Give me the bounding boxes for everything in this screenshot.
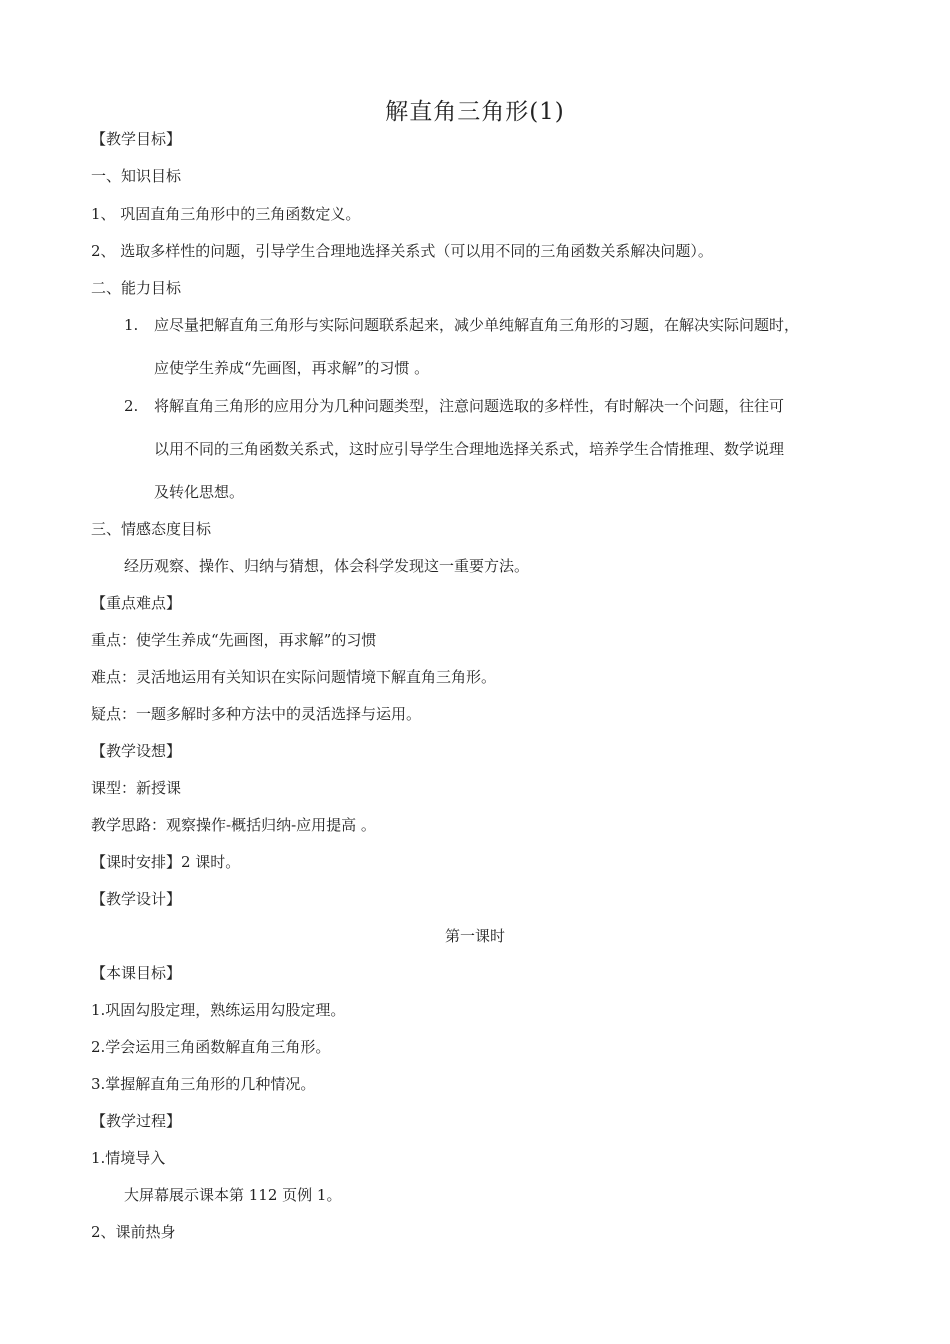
ability-goal-title: 二、能力目标 [91, 279, 182, 297]
ability-item-1-number: 1. [124, 316, 139, 334]
emotion-goal-title: 三、情感态度目标 [91, 520, 212, 538]
document-title: 解直角三角形(1) [385, 99, 565, 125]
heading-teaching-goals: 【教学目标】 [91, 130, 182, 148]
difficult-point: 难点：灵活地运用有关知识在实际问题情境下解直角三角形。 [91, 668, 497, 686]
heading-teaching-ideas: 【教学设想】 [91, 742, 182, 760]
process-step-2: 2、课前热身 [91, 1223, 176, 1241]
heading-lesson-goals: 【本课目标】 [91, 964, 182, 982]
teaching-approach: 教学思路：观察操作-概括归纳-应用提高 。 [91, 816, 376, 834]
lesson-goal-2: 2.学会运用三角函数解直角三角形。 [91, 1038, 331, 1056]
lesson-one-title: 第一课时 [444, 927, 505, 945]
process-step-1-detail: 大屏幕展示课本第 112 页例 1。 [124, 1186, 342, 1204]
key-point: 重点：使学生养成“先画图，再求解”的习惯 [91, 631, 377, 649]
lesson-type: 课型：新授课 [91, 779, 182, 797]
heading-teaching-process: 【教学过程】 [91, 1112, 182, 1130]
knowledge-goal-1: 1、 巩固直角三角形中的三角函数定义。 [91, 205, 361, 223]
lesson-goal-3: 3.掌握解直角三角形的几种情况。 [91, 1075, 316, 1093]
emotion-goal-1: 经历观察、操作、归纳与猜想，体会科学发现这一重要方法。 [124, 557, 530, 575]
ability-item-2-line-1: 将解直角三角形的应用分为几种问题类型，注意问题选取的多样性，有时解决一个问题，往往可 [154, 397, 785, 415]
doubt-point: 疑点：一题多解时多种方法中的灵活选择与运用。 [91, 705, 422, 723]
ability-item-2-line-2: 以用不同的三角函数关系式，这时应引导学生合理地选择关系式，培养学生合情推理、数学说理 [154, 440, 785, 458]
ability-item-2-number: 2. [124, 397, 139, 415]
ability-item-1-line-2: 应使学生养成“先画图，再求解”的习惯 。 [154, 359, 430, 377]
ability-item-2-line-3: 及转化思想。 [154, 483, 245, 501]
lesson-goal-1: 1.巩固勾股定理，熟练运用勾股定理。 [91, 1001, 346, 1019]
heading-schedule: 【课时安排】2 课时。 [91, 853, 241, 871]
process-step-1: 1.情境导入 [91, 1149, 166, 1167]
knowledge-goal-2: 2、 选取多样性的问题，引导学生合理地选择关系式（可以用不同的三角函数关系解决问题）。 [91, 242, 713, 260]
ability-item-1-line-1: 应尽量把解直角三角形与实际问题联系起来，减少单纯解直角三角形的习题，在解决实际问题时， [154, 316, 800, 334]
heading-teaching-design: 【教学设计】 [91, 890, 182, 908]
knowledge-goal-title: 一、知识目标 [91, 167, 182, 185]
heading-key-points: 【重点难点】 [91, 594, 182, 612]
